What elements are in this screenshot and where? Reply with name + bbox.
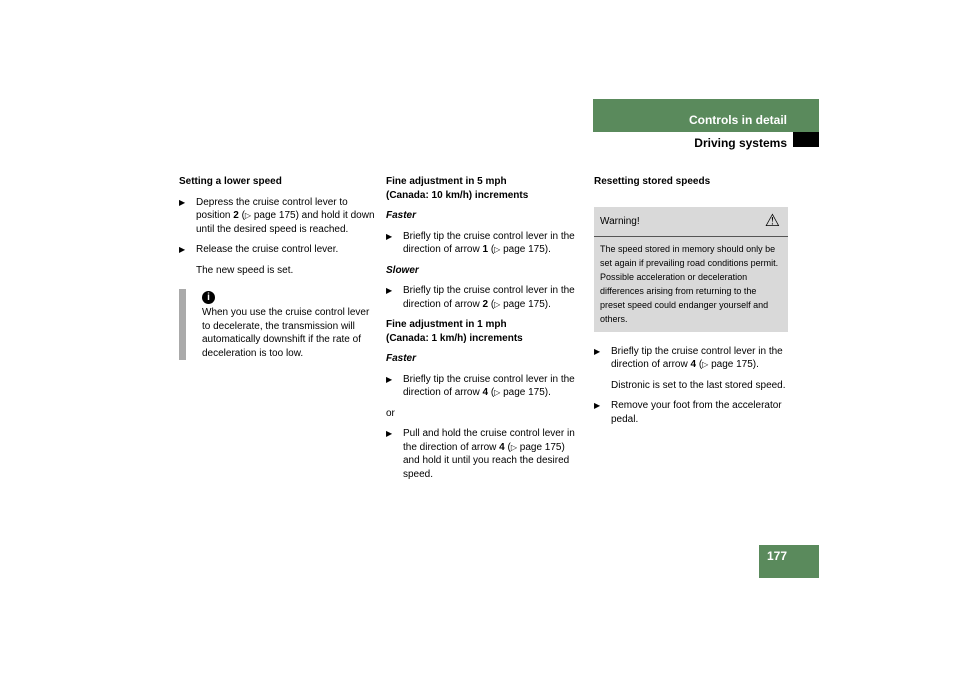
heading-fine-5mph: Fine adjustment in 5 mph (Canada: 10 km/h) increments — [386, 176, 529, 201]
result-text: The new speed is set. — [196, 264, 294, 276]
or-text: or — [386, 407, 395, 419]
warning-title-bar — [594, 207, 788, 237]
step-remove-foot: ▶ Remove your foot from the accelerator pedal. — [594, 400, 782, 425]
warning-text: The speed stored in memory should only be set again if prevailing road conditions permit. Possible acceleration or deceleration differences arising from returning to the preset speed could endanger yourself and others. — [600, 243, 779, 324]
column-middle — [386, 175, 582, 488]
column-right — [594, 175, 790, 433]
page-ref-link[interactable]: page 175). — [503, 387, 551, 398]
step-faster-arrow1: ▶ Briefly tip the cruise control lever in the direction of arrow 1 (▷ page 175). — [386, 230, 575, 255]
bullet-arrow-icon: ▶ — [594, 401, 601, 410]
page-ref-link[interactable]: page 175). — [503, 244, 551, 255]
section-title: Driving systems — [694, 136, 787, 150]
heading-lower-speed: Setting a lower speed — [179, 176, 282, 187]
bullet-arrow-icon: ▶ — [179, 245, 186, 254]
label-faster: Faster — [386, 210, 417, 221]
step-pull-hold: ▶ Pull and hold the cruise control lever in the direction of arrow 4 (▷ page 175) and hold it until you reach the desired speed. — [386, 428, 575, 480]
page-ref-icon: ▷ — [494, 299, 501, 309]
info-text: When you use the cruise control lever to decelerate, the transmission will automatically downshift if the rate of deceleration is too low. — [202, 307, 370, 359]
page-ref-icon: ▷ — [510, 442, 517, 452]
bullet-arrow-icon: ▶ — [386, 429, 393, 438]
warning-triangle-icon: ⚠ — [764, 210, 780, 230]
bullet-arrow-icon: ▶ — [386, 286, 393, 295]
column-left — [179, 175, 375, 360]
page-ref-icon: ▷ — [494, 388, 501, 397]
chapter-title: Controls in detail — [688, 113, 787, 127]
info-note — [179, 289, 375, 360]
bullet-arrow-icon: ▶ — [386, 374, 393, 384]
label-faster: Faster — [386, 353, 417, 364]
heading-fine-1mph: Fine adjustment in 1 mph (Canada: 1 km/h) increments — [386, 319, 523, 344]
page-ref-icon: ▷ — [244, 211, 252, 220]
warning-box — [594, 207, 788, 332]
heading-resetting: Resetting stored speeds — [594, 176, 711, 187]
bullet-arrow-icon: ▶ — [179, 197, 186, 207]
page-ref-link[interactable]: page 175). — [503, 298, 551, 310]
step-tip-arrow4: ▶ Briefly tip the cruise control lever in the direction of arrow 4 (▷ page 175). — [594, 345, 783, 370]
page-ref-link[interactable]: page 175) and hold it until you reach the desired speed. — [403, 441, 570, 480]
step-depress-lever: ▶ Depress the cruise control lever to position 2 (▷ page 175) and hold it down until the desired speed is reached. — [179, 196, 375, 235]
info-icon: i — [202, 291, 215, 304]
bullet-arrow-icon: ▶ — [386, 231, 393, 241]
bullet-arrow-icon: ▶ — [594, 346, 601, 356]
result-text: Distronic is set to the last stored speed. — [611, 379, 786, 391]
step-slower-arrow2: ▶ Briefly tip the cruise control lever in the direction of arrow 2 (▷ page 175). — [386, 285, 575, 310]
page-ref-link[interactable]: page 175). — [711, 359, 759, 370]
step-faster-arrow4: ▶ Briefly tip the cruise control lever in the direction of arrow 4 (▷ page 175). — [386, 373, 575, 398]
step-release-lever: ▶ Release the cruise control lever. — [179, 244, 339, 255]
page-number: 177 — [766, 549, 787, 563]
label-slower: Slower — [386, 264, 419, 276]
page-ref-icon: ▷ — [494, 245, 501, 254]
warning-title: Warning! — [600, 215, 640, 227]
section-marker — [793, 132, 819, 147]
page-ref-link[interactable]: page 175) and hold it down until the desired speed is reached. — [196, 210, 375, 235]
page-ref-icon: ▷ — [702, 360, 709, 369]
